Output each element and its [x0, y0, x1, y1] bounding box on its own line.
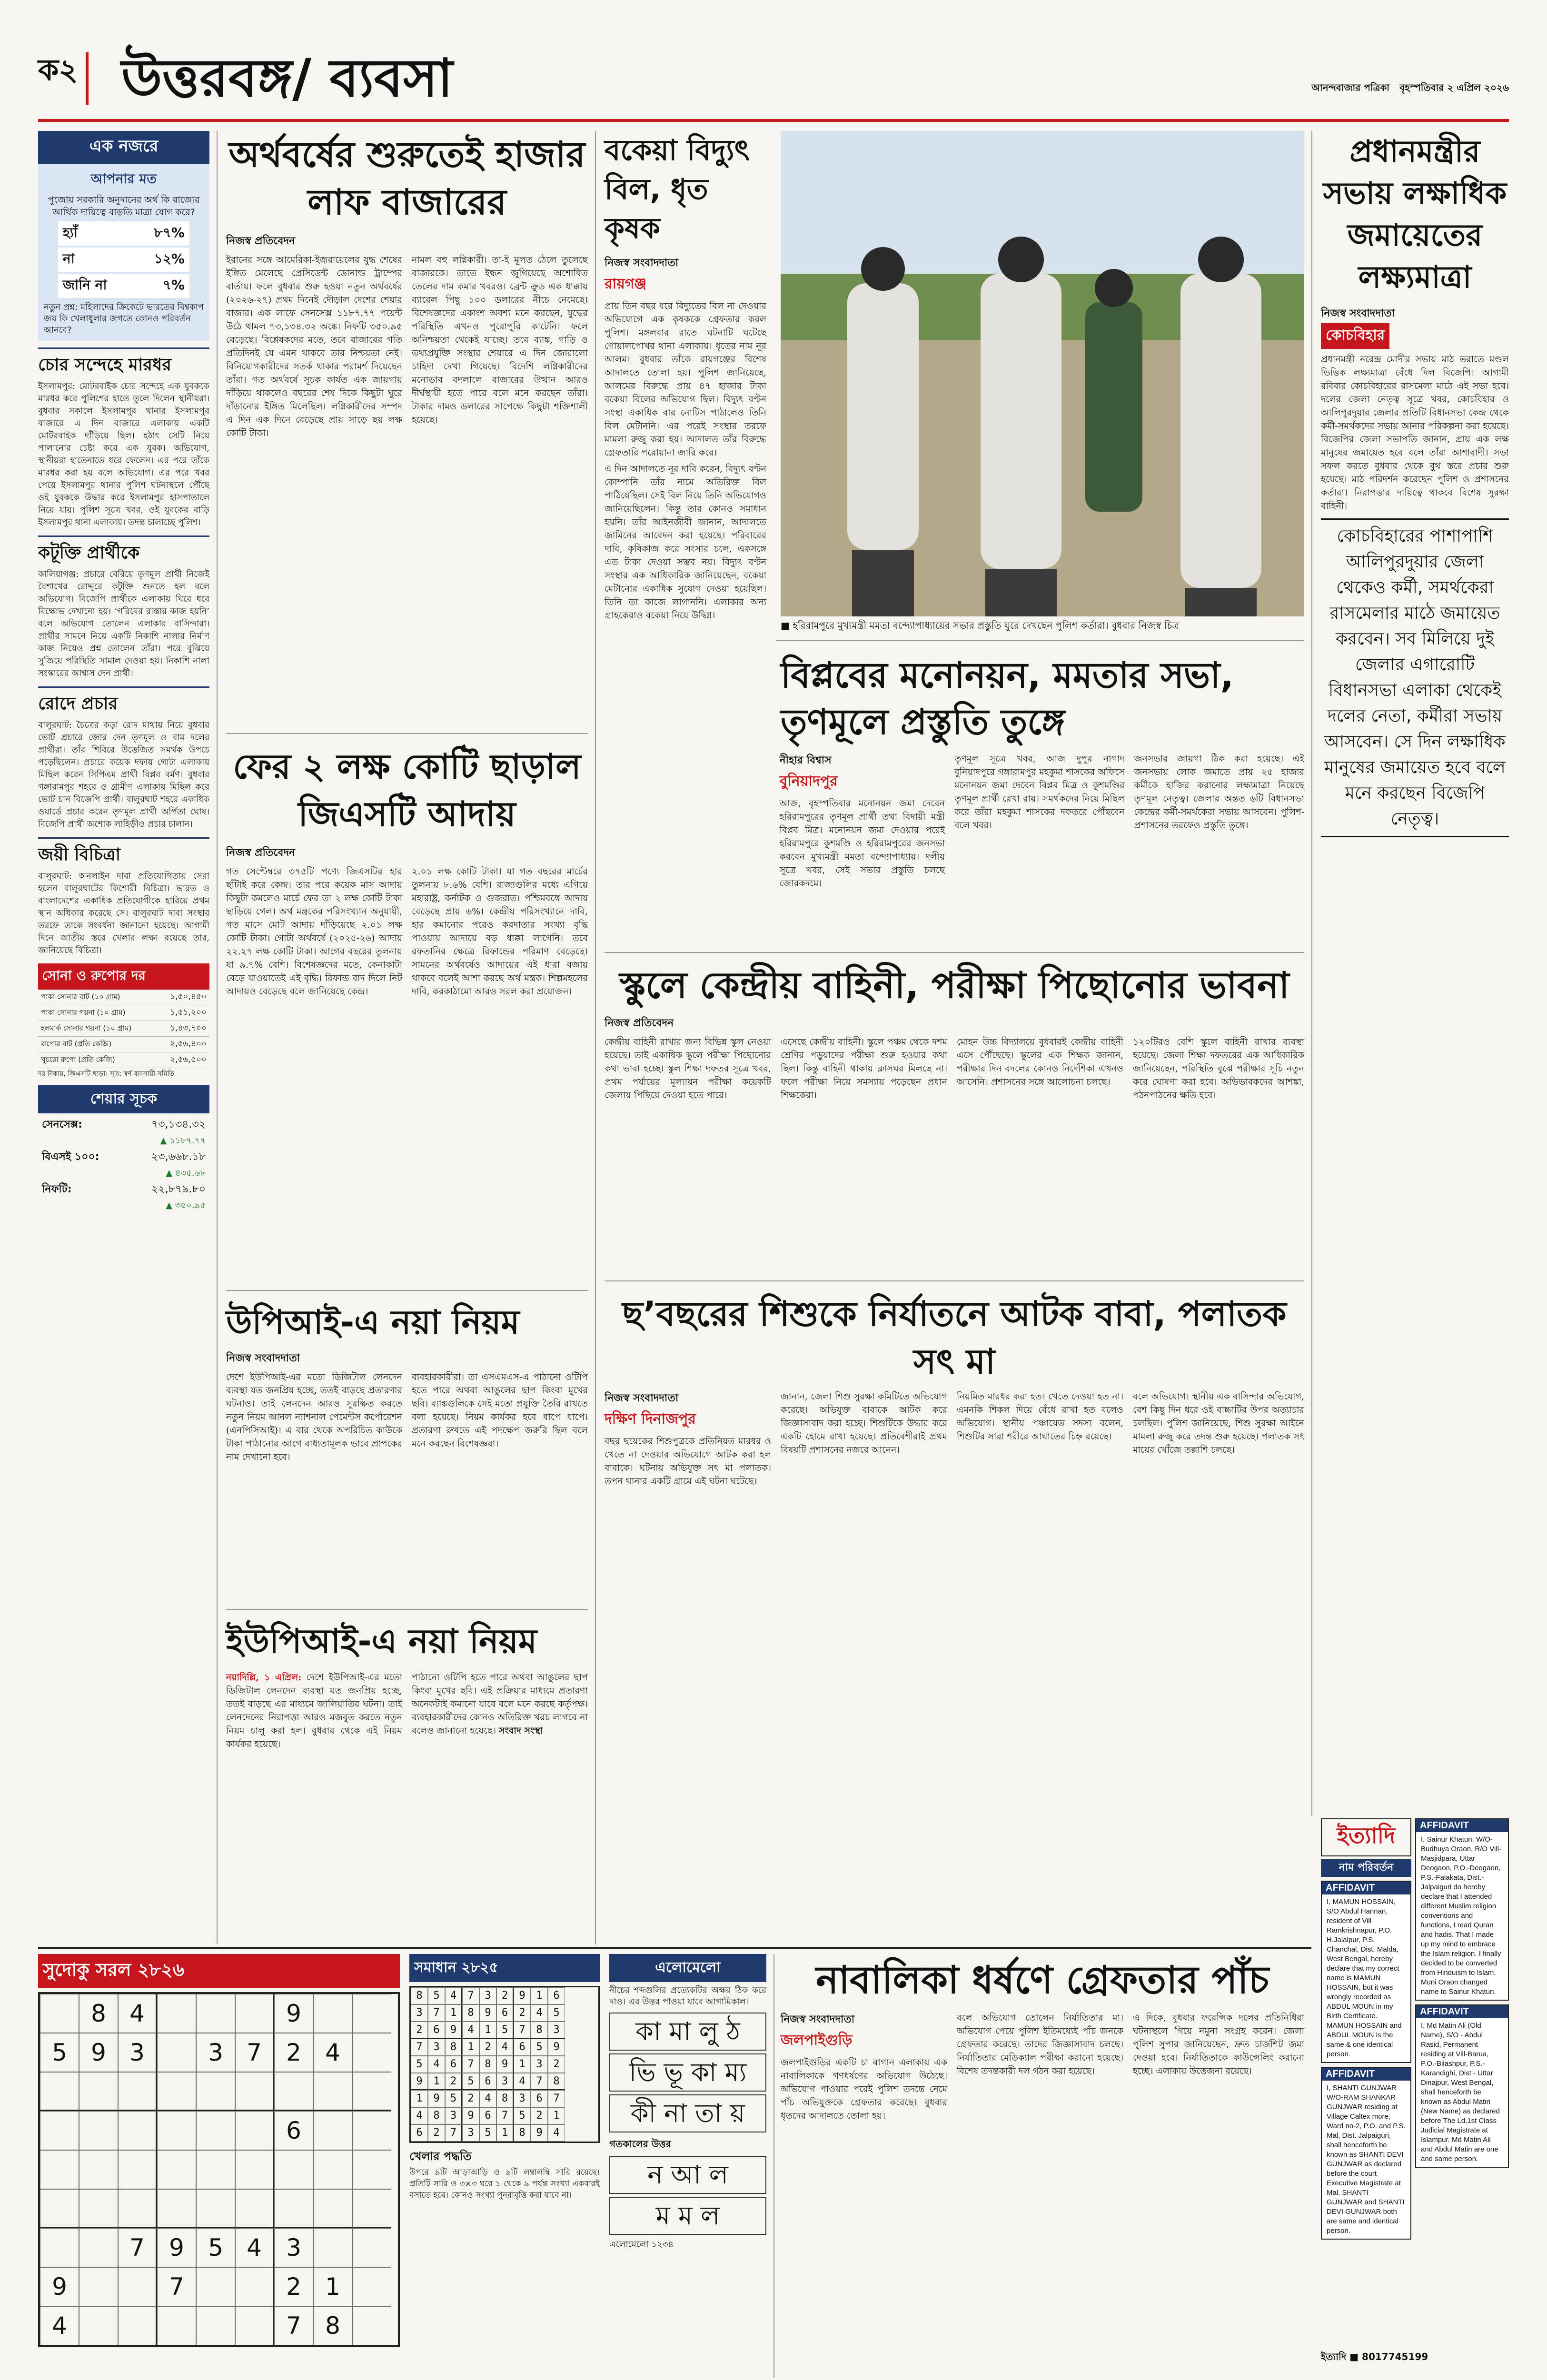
headline: ছ’বছরের শিশুকে নির্যাতনে আটক বাবা, পলাতক সৎ মা [622, 1294, 1287, 1381]
affidavit-ad: AFFIDAVIT I, Sainur Khatun, W/O-Budhuya Oraon, R/O Vill-Masjidpara, Uttar Deogaon, P.O.-Deogaon, P.S.-Falakata, Dist.-Jalpaiguri do hereby declare that I attended different Muslim religion conventions and functions, I read Quran and hadis. That I made up my mind to embrace the Islam religion. I finally decided to be converted from Hinduism to Islam. Muni Oraon changed name to Sainur Khatun. [1415, 1818, 1509, 2001]
gold-note: দর টাকায়, জিএসটি ছাড়া। সূত্র: স্বর্ণ ব্যবসায়ী সমিতি [38, 1070, 175, 1078]
solution-cell: 1 [479, 2022, 496, 2039]
poll-results [44, 221, 204, 298]
sudoku-cell[interactable] [118, 2150, 157, 2189]
sudoku-cell[interactable] [235, 1994, 274, 2033]
sudoku-cell[interactable] [196, 2111, 235, 2150]
affidavit-ad: AFFIDAVIT I, SHANTI GUNJWAR W/O-RAM SHANKAR GUNJWAR residing at Village Caltex more, Ward no-2, P.O. and P.S. Mal, Dist. Jalpaiguri, shall henceforth be known as SHANTI DEVI GUNJWAR as declared before the court Executive Magistrate at Mal. SHANTI GUNJWAR and SHANTI DEVI GUNJWAR both are same and identical person. [1321, 2067, 1411, 2240]
gold-rates [38, 963, 209, 1080]
solution-cell: 8 [445, 2039, 462, 2056]
solution-cell: 2 [548, 2056, 565, 2073]
solution-cell: 4 [445, 1987, 462, 2004]
solution-cell: 5 [514, 2107, 531, 2124]
solution-cell: 2 [445, 2073, 462, 2090]
sudoku-cell[interactable] [235, 2072, 274, 2111]
article-pm-rally [1321, 131, 1509, 837]
poll-title: আপনার মত [90, 171, 157, 187]
article-column: কেন্দ্রীয় বাহিনী রাখার জন্য বিভিন্ন স্কুল নেওয়া হয়েছে। তাই একাধিক স্কুলে পরীক্ষা পিছোনোর কথা ভাবা হচ্ছে। স্কুল শিক্ষা দফতর সূত্রে খবর, প্রথম পর্যায়ের মূল্যায়ন পরীক্ষা কয়েকটি জেলায় পিছিয়ে দেওয়া হতে পারে। [605, 1037, 771, 1101]
stock-index [38, 1085, 209, 1216]
solution-cell: 5 [462, 2073, 479, 2090]
glance-title: এক নজরে [38, 131, 209, 164]
article-column: ১২০টিরও বেশি স্কুলে বাহিনী রাখার ব্যবস্থা হয়েছে। জেলা শিক্ষা দফতরের এক আধিকারিক জানিয়েছেন, পরিস্থিতি বুঝে পরীক্ষার সূচি নতুন করে ঘোষণা করা হবে। অভিভাবকদের আশঙ্কা, পঠনপাঠনের ক্ষতি হবে। [1133, 1037, 1304, 1101]
brief-title: রোদে প্রচার [38, 694, 118, 714]
classifieds [1321, 1818, 1509, 2366]
sudoku-cell[interactable]: 5 [196, 2228, 235, 2267]
solution-cell: 3 [445, 2107, 462, 2124]
sudoku-cell[interactable] [79, 2150, 118, 2189]
masthead-rule [38, 119, 1509, 122]
sudoku-cell[interactable]: 9 [79, 2033, 118, 2072]
solution-cell: 4 [496, 2039, 514, 2056]
dateline-place: বুনিয়াদপুর [779, 773, 838, 790]
stock-change: ▲ ৪৩৫.৬৮ [166, 1168, 206, 1178]
article-biplab [781, 652, 1304, 745]
solution-cell: 6 [531, 2090, 548, 2107]
sudoku-cell[interactable] [235, 2189, 274, 2228]
brief-body: কালিয়াগঞ্জ: প্রচারে বেরিয়ে তৃণমূল প্রার্থী নিজেই বৈশাখের রোদ্দুরে কটূক্তি শুনতে হল বলে অভিযোগ। বিজেপি প্রার্থীকে এলাকায় ঘিরে ধরে বিক্ষোভ দেখানো হয়। ‘গরিবের রাস্তার কাজ হয়নি’ বলে অভিযোগ তোলেন এলাকার বাসিন্দারা। প্রার্থীর সামনে নিয়ে একটি নিকাশি নালার নির্মাণ কাজ নিয়েও প্রশ্ন তোলেন তাঁরা। পরে বুঝিয়ে সুজিয়ে পরিস্থিতি সামাল দেওয়া হয়। নিকাশি নালা সংস্কারের আশ্বাস দেন প্রার্থী। [38, 569, 209, 678]
article-upi-2 [226, 1618, 588, 1751]
sudoku-cell[interactable]: 4 [235, 2228, 274, 2267]
sudoku-cell[interactable] [352, 2189, 391, 2228]
sudoku-cell[interactable]: 7 [118, 2228, 157, 2267]
solution-cell: 2 [462, 2090, 479, 2107]
article-column: বলে অভিযোগ তোলেন নির্যাতিতার মা। অভিযোগ পেয়ে পুলিশ ইতিমধ্যেই পাঁচ জনকে গ্রেফতার করেছে। তাদের জিজ্ঞাসাবাদ চলছে। নির্যাতিতার মেডিক্যাল পরীক্ষা করানো হয়েছে। বিশেষ তদন্তকারী দল গঠন করা হয়েছে। [957, 2013, 1123, 2076]
brief-title: জয়ী বিচিত্রা [38, 845, 121, 864]
solution-cell: 3 [428, 2039, 445, 2056]
sudoku-cell[interactable]: 8 [313, 2306, 352, 2345]
sudoku-solution [409, 1954, 600, 2201]
word-jumble [609, 1954, 766, 2252]
sudoku-cell[interactable] [235, 2150, 274, 2189]
headline: অর্থবর্ষের শুরুতেই হাজার লাফ বাজারের [228, 134, 585, 223]
sudoku-cell[interactable] [79, 2306, 118, 2345]
sudoku-cell[interactable] [157, 2033, 196, 2072]
gold-row: হলমার্ক সোনার গয়না (১০ গ্রাম) ১,৪৩,৭০০ [38, 1021, 209, 1037]
poll-next-question: নতুন প্রশ্ন: মহিলাদের ক্রিকেটে ভারতের বিশ্বকাপ জয় কি খেলাধুলার জগতে কোনও পরিবর্তন আনবে? [44, 302, 204, 335]
solution-cell: 6 [428, 2022, 445, 2039]
article-forces [605, 962, 1304, 1102]
solution-cell: 3 [531, 2056, 548, 2073]
solution-cell: 1 [428, 2073, 445, 2090]
sudoku-cell[interactable] [118, 2306, 157, 2345]
sudoku-cell[interactable] [313, 2228, 352, 2267]
affidavit-ad: AFFIDAVIT I, MAMUN HOSSAIN, S/O Abdul Hannan, resident of Vill Ramkrishnapur, P.O. H.Jalalpur, P.S. Chanchal, Dist. Malda, West Bengal, hereby declare that my correct name is MAMUN HOSSAIN, but it was wrongly recorded as ABDUL MOUN in my Birth Certificate. MAMUN HOSSAIN and ABDUL MOUN is the same & one identical person. [1321, 1881, 1411, 2063]
headline: ইউপিআই-এ নয়া নিয়ম [226, 1622, 537, 1661]
byline: নীহার বিশ্বাস [779, 754, 832, 766]
solution-cell: 7 [445, 2124, 462, 2142]
article-column: জানান, জেলা শিশু সুরক্ষা কমিটিতে অভিযোগ করেছে। অভিযুক্ত বাবাকে আটক করে জিজ্ঞাসাবাদ করা হচ্ছে। শিশুটিকে উদ্ধার করে একটি হোমে রাখা হয়েছে। প্রতিবেশীরাই প্রথম বিষয়টি প্রশাসনের নজরে আনেন। [781, 1391, 947, 1455]
headline: বিপ্লবের মনোনয়ন, মমতার সভা, তৃণমূলে প্রস্তুতি তুঙ্গে [781, 655, 1234, 743]
solution-cell: 6 [445, 2056, 462, 2073]
solution-cell: 7 [514, 2022, 531, 2039]
solution-cell: 4 [548, 2124, 565, 2142]
sudoku-cell[interactable] [352, 2033, 391, 2072]
sudoku-cell[interactable]: 8 [79, 1994, 118, 2033]
sudoku-cell[interactable] [274, 2150, 313, 2189]
pull-quote: কোচবিহারের পাশাপাশি আলিপুরদুয়ার জেলা থেকেও কর্মী, সমর্থকেরা রাসমেলার মাঠে জমায়েত করবেন। সব মিলিয়ে দুই জেলার এগারোটি বিধানসভা এলাকা থেকেই দলের নেতা, কর্মীরা সভায় আসবেন। সে দিন লক্ষাধিক মানুষের জমায়েত হবে বলে মনে করছেন বিজেপি নেতৃত্ব। [1321, 518, 1509, 837]
solution-cell: 6 [496, 2004, 514, 2022]
solution-grid [409, 1986, 600, 2143]
article-biplab-body [605, 752, 1304, 890]
solution-cell: 3 [496, 2073, 514, 2090]
sudoku-cell[interactable] [157, 2072, 196, 2111]
poll-row: হ্যাঁ ৮৭% [58, 221, 189, 246]
poll-row: জানি না ৭% [58, 274, 189, 298]
jumble-handle: এলোমেলো ১২৩৪ [609, 2240, 674, 2250]
affidavit-ad: AFFIDAVIT I, Md Matin Ali (Old Name), S/O - Abdul Rasid, Permanent residing at Vill-Barua, P.O.-Bilashpur, P.S.-Karandighi, Dist - Uttar Dinajpur, West Bengal, shall henceforth be known as Abdul Matin (New Name) as declared before The Ld.1st Class Judicial Magistrate at Islampur. Md Matin Ali and Abdul Matin are one and same person. [1415, 2004, 1509, 2168]
sudoku-cell[interactable]: 6 [274, 2111, 313, 2150]
brief-body: বালুরঘাট: অনলাইন দাবা প্রতিযোগিতায় সেরা হলেন বালুরঘাটের কিশোরী বিচিত্রা। ভারত ও বাংলাদেশের একাধিক প্রতিযোগীকে হারিয়ে প্রথম স্থান অধিকার করেছে সে। বালুরঘাট দাবা সংস্থার তরফে তাকে সংবর্ধনা জানানো হয়েছে। আগামী দিনে জাতীয় স্তরে খেলার লক্ষ্য রয়েছে তার, জানিয়েছে বিচিত্রা। [38, 871, 209, 955]
sudoku-cell[interactable]: 5 [40, 2033, 79, 2072]
sudoku-cell[interactable]: 4 [40, 2306, 79, 2345]
sudoku-cell[interactable]: 3 [118, 2033, 157, 2072]
solution-cell: 6 [514, 2039, 531, 2056]
sudoku-cell[interactable] [313, 2150, 352, 2189]
dateline [1311, 81, 1509, 97]
solution-cell: 5 [496, 2022, 514, 2039]
sudoku-cell[interactable]: 7 [235, 2033, 274, 2072]
solution-cell: 8 [428, 2107, 445, 2124]
sudoku-cell[interactable]: 4 [313, 2033, 352, 2072]
brief-title: চোর সন্দেহে মারধর [38, 355, 172, 375]
sudoku-title: সুদোকু সরল ২৮২৬ [38, 1954, 400, 1988]
sudoku-cell[interactable] [118, 2189, 157, 2228]
article-column: জনসভার জায়গা ঠিক করা হয়েছে। এই জনসভায় লোক জমাতে প্রায় ২৫ হাজার কর্মীকে হাজির করানোর লক্ষ্যমাত্রা নিয়েছে তৃণমূল নেতৃত্ব। জেলার অন্তত ৬টি বিধানসভা কেন্দ্রের কর্মী-সমর্থকেরা সভায় আসবেন। পুলিশ-প্রশাসনের তরফেও প্রস্তুতি তুঙ্গে। [1134, 754, 1304, 831]
sudoku-cell[interactable] [157, 1994, 196, 2033]
sudoku-cell[interactable] [40, 1994, 79, 2033]
solution-cell: 7 [531, 2073, 548, 2090]
sudoku-cell[interactable] [235, 2111, 274, 2150]
stock-change: ▲ ৩৫০.৯৫ [166, 1200, 206, 1210]
headline: ফের ২ লক্ষ কোটি ছাড়াল জিএসটি আদায় [233, 746, 581, 834]
sudoku-cell[interactable] [352, 2228, 391, 2267]
issue-date: বৃহস্পতিবার ২ এপ্রিল ২০২৬ [1399, 82, 1509, 93]
solution-cell: 7 [411, 2039, 428, 2056]
solution-cell: 1 [514, 2056, 531, 2073]
article-column: নামল বহু লগ্নিকারী। তা-ই মূলত ঠেলে তুলেছে বাজারকে। তাতে ইন্ধন জুগিয়েছে অশোধিত তেলের দাম কমার খবরও। ব্রেন্ট ক্রুড এক ধাক্কায় ব্যারেল পিছু ১০০ ডলারের নীচে নেমেছে। বিশেষজ্ঞদের একাংশ অবশ্য মনে করছেন, যুদ্ধের পরিস্থিতি এখনও পুরোপুরি কাটেনি। ফলে অনিশ্চয়তা থেকেই যাচ্ছে। তবে ব্যাঙ্ক, গাড়ি ও তথ্যপ্রযুক্তি সংস্থার শেয়ারে এ দিন জোরালো চাহিদা দেখা গিয়েছে। বিদেশি লগ্নিকারীদের মনোভাব বদলালে বাজারের উত্থান আরও দীর্ঘস্থায়ী হতে পারে বলে মনে করছেন তাঁরা। টাকার দামও ডলারের সাপেক্ষে কিছুটা শক্তিশালী হয়েছে। [412, 255, 588, 425]
sudoku-cell[interactable] [157, 2189, 196, 2228]
article-market [226, 131, 588, 440]
sudoku-cell[interactable]: 9 [157, 2228, 196, 2267]
sudoku-cell[interactable] [196, 2306, 235, 2345]
sudoku-cell[interactable] [274, 2072, 313, 2111]
sudoku-cell[interactable] [79, 2189, 118, 2228]
solution-cell: 9 [496, 2056, 514, 2073]
sudoku-cell[interactable] [196, 2189, 235, 2228]
sudoku-cell[interactable]: 4 [118, 1994, 157, 2033]
byline: নিজস্ব সংবাদদাতা [781, 2013, 855, 2025]
solution-cell: 9 [462, 2107, 479, 2124]
solution-cell: 4 [531, 2004, 548, 2022]
rules-text: উপরে ৯টি আড়াআড়ি ও ৯টি লম্বালম্বি সারি রয়েছে। প্রতিটি সারি ও ৩×৩ ঘরে ১ থেকে ৯ পর্যন্ত সংখ্যা একবারই বসাতে হবে। কোনও সংখ্যা পুনরাবৃত্তি করা যাবে না। [409, 2168, 600, 2200]
article-column: প্রায় তিন বছর ধরে বিদ্যুতের বিল না দেওয়ার অভিযোগে এক কৃষককে গ্রেফতার করল পুলিশ। মঙ্গলবার রাতে ঘটনাটি ঘটেছে গোয়ালপোখর থানা এলাকায়। ধৃতের নাম নূর আলম। বুধবার তাঁকে রায়গঞ্জের বিশেষ আদালতে তোলা হয়। পুলিশ জানিয়েছে, আলমের বিরুদ্ধে প্রায় ৪৭ হাজার টাকা বকেয়া বিলের অভিযোগ ছিল। বিদ্যুৎ বণ্টন সংস্থা একাধিক বার নোটিস পাঠালেও তিনি বিল মেটাননি। এর পরেই সংস্থার তরফে মামলা রুজু করা হয়। আদালত তাঁর বিরুদ্ধে গ্রেফতারি পরোয়ানা জারি করে। [605, 301, 766, 458]
article-column: দেশে ইউপিআই-এর মতো ডিজিটাল লেনদেন ব্যবস্থা যত জনপ্রিয় হচ্ছে, ততই বাড়ছে প্রতারণার ঘটনাও। তাই লেনদেন আরও সুরক্ষিত করতে নতুন নিয়ম আনল ন্যাশনাল পেমেন্টস কর্পোরেশন (এনপিসিআই)। এ বার থেকে অপরিচিত কাউকে টাকা পাঠানোর আগে বাধ্যতামূলক ভাবে প্রাপকের নাম দেখানো হবে। [226, 1372, 402, 1462]
sudoku-cell[interactable] [118, 2111, 157, 2150]
solution-cell: 6 [411, 2124, 428, 2142]
news-photo [781, 131, 1304, 616]
stock-row: নিফটি: ২২,৮৭৯.৮০ [42, 1183, 206, 1195]
solution-cell: 2 [514, 2004, 531, 2022]
sudoku-cell[interactable] [196, 2072, 235, 2111]
solution-cell: 9 [445, 2022, 462, 2039]
solution-cell: 2 [531, 2107, 548, 2124]
jumble-word[interactable]: ভি ভূ কা ম্য [609, 2053, 766, 2092]
byline: নিজস্ব প্রতিবেদন [605, 1017, 674, 1029]
solution-cell: 5 [548, 2004, 565, 2022]
solution-cell: 4 [428, 2056, 445, 2073]
brief-title: কটূক্তি প্রার্থীকে [38, 543, 140, 563]
solution-cell: 4 [514, 2073, 531, 2090]
sudoku-cell[interactable]: 3 [274, 2228, 313, 2267]
article-column: মোহন উচ্চ বিদ্যালয়ে বুধবারই কেন্দ্রীয় বাহিনী এসে পৌঁছেছে। স্কুলের এক শিক্ষক জানান, পরীক্ষার দিন বদলের কোনও নির্দেশিকা এখনও আসেনি। প্রশাসনের সঙ্গে আলোচনা চলছে। [957, 1037, 1123, 1087]
solution-cell: 1 [462, 2039, 479, 2056]
gold-row: খুচরো রুপো (প্রতি কেজি) ২,৫৬,৫০০ [38, 1052, 209, 1068]
dateline-place: কোচবিহার [1321, 323, 1389, 349]
sudoku-cell[interactable] [352, 2111, 391, 2150]
article-column: গত সেপ্টেম্বরে ৩৭৫টি পণ্যে জিএসটির হার ছাঁটাই করে কেন্দ্র। তার পরে কয়েক মাস আদায় কিছুটা কমলেও মার্চে ফের তা ২ লক্ষ কোটি টাকা ছাড়িয়ে গেল। অর্থ মন্ত্রকের পরিসংখ্যান অনুযায়ী, গত মাসে মোট আদায় দাঁড়িয়েছে ২.০১ লক্ষ কোটি টাকা। গোটা অর্থবর্ষে (২০২৫-২৬) আদায় ২২.২৭ লক্ষ কোটি টাকা। আগের বছরের তুলনায় যা ৯.৭% বেশি। বিশেষজ্ঞদের মতে, কেনাকাটা বেড়ে যাওয়াতেই এই বৃদ্ধি। রিফান্ড বাদ দিলে নিট আদায়ও বেড়েছে বলে জানিয়েছে কেন্দ্র। [226, 866, 402, 997]
solution-cell: 7 [462, 1987, 479, 2004]
solution-cell: 7 [428, 2004, 445, 2022]
sudoku-cell[interactable] [313, 1994, 352, 2033]
solution-cell: 2 [411, 2022, 428, 2039]
byline: নিজস্ব প্রতিবেদন [226, 847, 296, 859]
article-column: এ দিকে, বুধবার ফরেন্সিক দলের প্রতিনিধিরা ঘটনাস্থলে গিয়ে নমুনা সংগ্রহ করেন। জেলা পুলিশ সুপার জানিয়েছেন, দ্রুত চার্জশিট জমা দেওয়া হবে। নির্যাতিতাকে কাউন্সেলিং করানো হচ্ছে। এলাকায় উত্তেজনা রয়েছে। [1133, 2013, 1304, 2076]
sudoku-cell[interactable] [313, 2111, 352, 2150]
solution-cell: 9 [548, 2039, 565, 2056]
ityadi-logo: ইত্যাদি [1321, 1818, 1411, 1856]
sudoku-cell[interactable] [313, 2189, 352, 2228]
sudoku-puzzle [38, 1954, 400, 2347]
solution-cell: 3 [514, 2090, 531, 2107]
sudoku-cell[interactable] [235, 2306, 274, 2345]
stock-change: ▲ ১১৮৭.৭৭ [160, 1136, 206, 1146]
sudoku-cell[interactable] [157, 2306, 196, 2345]
byline: নিজস্ব সংবাদদাতা [605, 1392, 679, 1404]
article-column: প্রধানমন্ত্রী নরেন্দ্র মোদীর সভায় মাঠ ভরাতে মণ্ডল ভিত্তিক লক্ষ্যমাত্রা বেঁধে দিল বিজেপি। আগামী রবিবার কোচবিহারের রাসমেলা মাঠে এই সভা হবে। দলের জেলা নেতৃত্ব সূত্রে খবর, কোচবিহার ও আলিপুরদুয়ার জেলার প্রতিটি বিধানসভা কেন্দ্র থেকে কর্মী-সমর্থকদের সভায় আনার পরিকল্পনা করা হয়েছে। বিজেপির জেলা সভাপতি জানান, প্রায় এক লক্ষ মানুষের জমায়েত হবে বলে তাঁরা আশাবাদী। সভা সফল করতে বুধবার থেকে বুথ স্তরে প্রচার শুরু হয়েছে। মাঠ পরিদর্শন করেছেন পুলিশ ও প্রশাসনের কর্তারা। নিরাপত্তার দায়িত্বে থাকবে বিশেষ সুরক্ষা বাহিনী। [1321, 354, 1509, 511]
article-column: নিয়মিত মারধর করা হত। খেতে দেওয়া হত না। এমনকি শিকল দিয়ে বেঁধে রাখা হত বলেও অভিযোগ। স্থানীয় পঞ্চায়েত সদস্য বলেন, শিশুটির সারা শরীরে আঘাতের চিহ্ন রয়েছে। [957, 1391, 1123, 1442]
article-electricity [605, 131, 766, 622]
poll-box [38, 164, 209, 341]
photo-caption: ■ হরিরামপুরে মুখ্যমন্ত্রী মমতা বন্দ্যোপাধ্যায়ের সভার প্রস্তুতি ঘুরে দেখছেন পুলিশ কর্তারা। বুধবার নিজস্ব চিত্র [781, 620, 1180, 631]
gold-row: রুপোর বাট (প্রতি কেজি) ২,৫৬,৪০০ [38, 1037, 209, 1052]
solution-cell: 2 [428, 2124, 445, 2142]
sudoku-cell[interactable] [352, 1994, 391, 2033]
masthead [38, 38, 1509, 119]
solution-cell: 7 [548, 2090, 565, 2107]
solution-cell: 4 [479, 2090, 496, 2107]
article-column: ব্যবহারকারীরা। তা এসএমএস-এ পাঠানো ওটিপি হতে পারে অথবা আঙুলের ছাপ কিংবা মুখের ছবি। ব্যাঙ্কগুলিকে সেই মতো প্রযুক্তি তৈরি রাখতে বলা হয়েছে। নিয়ম কার্যকর হবে ধাপে ধাপে। প্রতারণা রুখতে এই পদক্ষেপ জরুরি ছিল বলে মনে করছেন বিশেষজ্ঞরা। [412, 1372, 588, 1449]
solution-cell: 2 [479, 2039, 496, 2056]
article-column: এ দিন আদালতে নূর দাবি করেন, বিদ্যুৎ বণ্টন কোম্পানি তাঁর নামে অতিরিক্ত বিল পাঠিয়েছিল। সেই বিল নিয়ে তিনি অভিযোগও জানিয়েছিলেন। কিন্তু তার কোনও সমাধান হয়নি। তাঁর আইনজীবী জানান, আদালতে জামিনের আবেদন করা হয়েছে। পরিবারের দাবি, কৃষিকাজ করে সংসার চলে, একসঙ্গে এত টাকা দেওয়া সম্ভব নয়। বিদ্যুৎ বণ্টন সংস্থার এক আধিকারিক জানিয়েছেন, বকেয়া মেটানোর একাধিক সুযোগ দেওয়া হয়েছিল। তিনি তা কাজে লাগাননি। এলাকার অন্য গ্রাহকেরাও বকেয়া নিয়ে উদ্বিগ্ন। [605, 464, 766, 621]
solution-cell: 1 [548, 2107, 565, 2124]
solution-cell: 1 [531, 1987, 548, 2004]
poll-row: না ১২% [58, 248, 189, 272]
sudoku-cell[interactable] [40, 2111, 79, 2150]
solution-cell: 5 [445, 2090, 462, 2107]
classifieds-contact: ইত্যাদি ■ 8017745199 [1321, 2351, 1428, 2362]
stock-row: সেনসেক্স: ৭৩,১৩৪.৩২ [42, 1119, 206, 1130]
jumble-intro: নীচের শব্দগুলির প্রত্যেকটির অক্ষর ঠিক করে দাও। এর উত্তর পাওয়া যাবে আগামিকাল। [609, 1985, 766, 2007]
solution-cell: 8 [479, 2056, 496, 2073]
answer-title: গতকালের উত্তর [609, 2138, 671, 2150]
article-gst [226, 743, 588, 998]
solution-cell: 9 [428, 2090, 445, 2107]
accent-bar [86, 52, 89, 105]
sudoku-cell[interactable] [313, 2072, 352, 2111]
solution-cell: 5 [531, 2039, 548, 2056]
paper-name: আনন্দবাজার পত্রিকা [1311, 82, 1390, 93]
dateline-place: জলপাইগুড়ি [781, 2032, 853, 2049]
sudoku-cell[interactable] [40, 2150, 79, 2189]
sudoku-cell[interactable] [79, 2228, 118, 2267]
solution-cell: 1 [411, 2090, 428, 2107]
article-column: বলে অভিযোগ। স্থানীয় এক বাসিন্দার অভিযোগ, বেশ কিছু দিন ধরে ওই বাচ্চাটির উপর অত্যাচার চলছিল। পুলিশ জানিয়েছে, শিশু সুরক্ষা আইনে মামলা রুজু করে তদন্ত শুরু হয়েছে। পলাতক সৎ মায়ের খোঁজে তল্লাশি চলছে। [1133, 1391, 1304, 1455]
sudoku-cell[interactable] [352, 2267, 391, 2306]
police-inspection-image [781, 131, 1304, 616]
sudoku-cell[interactable] [118, 2267, 157, 2306]
sudoku-cell[interactable] [352, 2072, 391, 2111]
sudoku-cell[interactable] [196, 1994, 235, 2033]
article-column: নয়াদিল্লি, ১ এপ্রিল: দেশে ইউপিআই-এর মতো ডিজিটাল লেনদেন ব্যবস্থা যত জনপ্রিয় হচ্ছে, ততই বাড়ছে এর মাধ্যমে জালিয়াতির ঘটনা। তাই লেনদেনের নিরাপত্তা আরও মজবুত করতে নতুন নিয়ম চালু করা হল। বুধবার থেকে এই নিয়ম কার্যকর হয়েছে। [226, 1672, 403, 1749]
sudoku-cell[interactable] [196, 2150, 235, 2189]
jumble-answer: ন আ ল [609, 2156, 766, 2194]
headline: উপিআই-এ নয়া নিয়ম [226, 1303, 520, 1342]
article-column: পাঠানো ওটিপি হতে পারে অথবা আঙুলের ছাপ কিংবা মুখের ছবি। এই প্রক্রিয়ার মাধ্যমে প্রতারণা অনেকটাই কমানো যাবে বলে মনে করছে কর্তৃপক্ষ। ব্যবহারকারীদের কোনও অতিরিক্ত খরচ লাগবে না বলেও জানানো হয়েছে। সংবাদ সংস্থা [412, 1672, 588, 1736]
stock-row: বিএসই ১০০: ২৩,৬৬৮.১৮ [42, 1151, 206, 1163]
sudoku-cell[interactable] [352, 2306, 391, 2345]
byline: নিজস্ব সংবাদদাতা [226, 1352, 300, 1364]
section-title: উত্তরবঙ্গ/ ব্যবসা [121, 48, 453, 109]
solution-cell: 3 [462, 2124, 479, 2142]
ityadi-tag: নাম পরিবর্তন [1321, 1859, 1411, 1877]
sudoku-cell[interactable]: 3 [196, 2033, 235, 2072]
dateline-place: রায়গঞ্জ [605, 276, 647, 292]
solution-cell: 4 [462, 2022, 479, 2039]
byline: নিজস্ব প্রতিবেদন [226, 235, 296, 247]
solution-cell: 3 [479, 1987, 496, 2004]
headline: নাবালিকা ধর্ষণে গ্রেফতার পাঁচ [815, 1958, 1269, 2002]
solution-cell: 5 [411, 2056, 428, 2073]
solution-cell: 9 [514, 1987, 531, 2004]
dateline-place: দক্ষিণ দিনাজপুর [605, 1411, 696, 1428]
headline: স্কুলে কেন্দ্রীয় বাহিনী, পরীক্ষা পিছোনোর ভাবনা [619, 964, 1289, 1006]
headline: প্রধানমন্ত্রীর সভায় লক্ষাধিক জমায়েতের লক্ষ্যমাত্রা [1323, 134, 1507, 295]
sudoku-cell[interactable]: 1 [313, 2267, 352, 2306]
gold-row: পাকা সোনার বাট (১০ গ্রাম) ১,৫০,৪৫০ [38, 990, 209, 1005]
sudoku-cell[interactable] [79, 2267, 118, 2306]
rules-title: খেলার পদ্ধতি [409, 2150, 472, 2163]
solution-cell: 8 [548, 2073, 565, 2090]
solution-cell: 9 [411, 2073, 428, 2090]
jumble-word[interactable]: কী না তা য় [609, 2094, 766, 2132]
solution-cell: 6 [479, 2107, 496, 2124]
sudoku-cell[interactable]: 2 [274, 2267, 313, 2306]
solution-cell: 8 [531, 2022, 548, 2039]
solution-cell: 7 [496, 2107, 514, 2124]
sudoku-cell[interactable] [157, 2111, 196, 2150]
brief-body: ইসলামপুর: মোটরবাইক চোর সন্দেহে এক যুবককে মারধর করে পুলিশের হাতে তুলে দিলেন স্থানীয়রা। বুধবার সকালে ইসলামপুর থানার ইসলামপুর বাজারে এ দিন বাজারে এলাকায় একটি মোটরবাইক দাঁড়িয়ে ছিল। হঠাৎ সেটি নিয়ে পালানোর চেষ্টা করে এক যুবক। অভিযোগ, স্থানীয়রা হাতেনাতে ধরে ফেলেন। এর পরে তাঁকে মারধর করা হয় বলে অভিযোগ। এর পরে খবর পেয়ে ইসলামপুর থানার পুলিশ ঘটনাস্থলে পৌঁছে ওই যুবককে উদ্ধার করে ইসলামপুর হাসপাতালে নিয়ে যায়। পুলিশ সূত্রে খবর, ওই যুবকের বাড়ি ইসলামপুর থানা এলাকায়। তদন্ত চালাচ্ছে পুলিশ। [38, 381, 209, 527]
solution-cell: 5 [479, 2124, 496, 2142]
jumble-word[interactable]: কা মা লু ঠ [609, 2013, 766, 2051]
solution-cell: 9 [531, 2124, 548, 2142]
solution-cell: 4 [411, 2107, 428, 2124]
sudoku-cell[interactable] [118, 2072, 157, 2111]
sidebar [38, 131, 209, 1944]
headline: বকেয়া বিদ্যুৎ বিল, ধৃত কৃষক [605, 134, 750, 245]
solution-cell: 3 [548, 2022, 565, 2039]
gold-title: সোনা ও রুপোর দর [38, 963, 209, 990]
sudoku-grid[interactable] [38, 1992, 400, 2347]
sudoku-cell[interactable]: 7 [157, 2267, 196, 2306]
solution-cell: 3 [411, 2004, 428, 2022]
page-number: ক২ [38, 52, 78, 87]
article-column: এসেছে কেন্দ্রীয় বাহিনী। স্কুলে পঞ্চম থেকে দশম শ্রেণির পড়ুয়াদের পরীক্ষা শুরু হওয়ার কথা ছিল। কিন্তু বাহিনী থাকায় ক্লাসঘর মিলছে না। ফলে পরীক্ষা নিয়ে সমস্যায় পড়েছেন প্রধান শিক্ষকেরা। [781, 1037, 947, 1101]
sudoku-cell[interactable] [274, 2189, 313, 2228]
byline: নিজস্ব সংবাদদাতা [605, 257, 679, 269]
sudoku-cell[interactable] [157, 2150, 196, 2189]
article-column: তৃণমূল সূত্রে খবর, আজ দুপুর নাগাদ বুনিয়াদপুরে গঙ্গারামপুর মহকুমা শাসকের অফিসে মনোনয়ন জমা দেবেন বিপ্লব মিত্র ও কুশমণ্ডির তৃণমূল প্রার্থী রেখা রায়। সমর্থকদের নিয়ে মিছিল করে তাঁরা মহকুমা শাসকের দফতরে পৌঁছবেন বলে খবর। [954, 754, 1125, 831]
sudoku-cell[interactable] [235, 2267, 274, 2306]
gold-row: পাকা সোনার গয়না (১০ গ্রাম) ১,৫১,২০০ [38, 1005, 209, 1021]
article-child [605, 1290, 1304, 1488]
solution-cell: 8 [514, 2124, 531, 2142]
brief-body: বালুরঘাট: চৈত্রের কড়া রোদ মাথায় নিয়ে বুধবার ভোট প্রচারে জোর দেন তৃণমূল ও বাম দলের প্রার্থীরা। তাঁর শিবিরে উত্তেজিত সমর্থক উপচে পড়েছিলেন। প্রচারে কয়েক দফায় গোটা এলাকায় মিছিল করেন সিপিএম প্রার্থী বিপ্লব বর্মণ। বুধবার গঙ্গারামপুর শহরে ও গ্রামীণ এলাকায় মিছিল করে ভোট চান বিজেপি প্রার্থী। বালুরঘাট শহরে একাধিক ওয়ার্ডে প্রচার করেন তৃণমূল প্রার্থী অর্পিতা ঘোষ। বিজেপি প্রার্থী অশোক লাহিড়ীও প্রচার চালান। [38, 720, 209, 829]
sudoku-cell[interactable]: 9 [40, 2267, 79, 2306]
solution-cell: 8 [496, 2090, 514, 2107]
solution-cell: 2 [496, 1987, 514, 2004]
sudoku-cell[interactable] [40, 2072, 79, 2111]
sudoku-cell[interactable] [79, 2072, 118, 2111]
article-column: ২.০১ লক্ষ কোটি টাকা। যা গত বছরের মার্চের তুলনায় ৮.৬% বেশি। রাজ্যগুলির মধ্যে এগিয়ে মহারাষ্ট্র, কর্নাটক ও গুজরাত। পশ্চিমবঙ্গে আদায় বেড়েছে প্রায় ৬%। কেন্দ্রীয় পরিসংখ্যানে দাবি, হার কমানোর পরেও করদাতার সংখ্যা বৃদ্ধি পাওয়ায় আদায়ে বড় ধাক্কা লাগেনি। তবে রফতানির ক্ষেত্রে রিফান্ডের পরিমাণ বেড়েছে। সামনের অর্থবর্ষেও আদায়ের এই ধারা বজায় থাকবে বলেই আশা করছে অর্থ মন্ত্রক। শিল্পমহলের দাবি, করকাঠামো আরও সরল করা প্রয়োজন। [412, 866, 588, 997]
article-column: আজ, বৃহস্পতিবার মনোনয়ন জমা দেবেন হরিরামপুরের তৃণমূল প্রার্থী তথা বিদায়ী মন্ত্রী বিপ্লব মিত্র। মনোনয়ন জমা দেওয়ার পরেই হরিরামপুরে কুশমণ্ডি ও হরিরামপুরের জনসভা করবেন মুখ্যমন্ত্রী মমতা বন্দ্যোপাধ্যায়। দলীয় সূত্রে খবর, সেই সভার প্রস্তুতি চলছে জোরকদমে। [779, 798, 945, 889]
sudoku-cell[interactable] [40, 2189, 79, 2228]
solution-title: সমাধান ২৮২৫ [409, 1954, 600, 1982]
article-column: ইরানের সঙ্গে আমেরিকা-ইজ়রায়েলের যুদ্ধ শেষের ইঙ্গিত মেলেছে প্রেসিডেন্ট ডোনাল্ড ট্রাম্পের বার্তায়। ফলে বুধবার শুরু হওয়া নতুন অর্থবর্ষের (২০২৬-২৭) প্রথম দিনেই দৌড়াল দেশের শেয়ার বাজার। এক লাফে সেনসেক্স ১১৮৭.৭৭ পয়েন্ট উঠে থামল ৭৩,১৩৪.৩২ অঙ্কে। নিফটি ৩৫০.৯৫ বেড়েছে। বিশ্লেষকদের মতে, তবে বাজারের গতি প্রতিদিনই যে এমন থাকবে তার নিশ্চয়তা নেই। বিনিয়োগকারীদের সতর্ক থাকার পরামর্শ দিয়েছেন তাঁরা। গত অর্থবর্ষে সূচক কার্যত এক জায়গায় দাঁড়িয়ে থাকলেও বছরের শেষ দিকে কিছুটা ঘুরে দাঁড়ানোর ইঙ্গিত মিলেছিল। লগ্নিকারীদের সম্পদ এ দিন এক দিনে বেড়েছে প্রায় সাড়ে ছয় লক্ষ কোটি টাকা। [226, 255, 402, 438]
solution-cell: 9 [479, 2004, 496, 2022]
solution-cell: 1 [496, 2124, 514, 2142]
sudoku-cell[interactable]: 2 [274, 2033, 313, 2072]
sudoku-cell[interactable] [79, 2111, 118, 2150]
solution-cell: 5 [428, 1987, 445, 2004]
article-column: জলপাইগুড়ির একটি চা বাগান এলাকায় এক নাবালিকাকে গণধর্ষণের অভিযোগ উঠেছে। অভিযোগ পাওয়ার পরেই পুলিশ তদন্তে নেমে পাঁচ অভিযুক্তকে গ্রেফতার করেছে। বুধবার ধৃতদের আদালতে তোলা হয়। [781, 2057, 947, 2121]
solution-cell: 1 [445, 2004, 462, 2022]
article-upi [226, 1299, 588, 1464]
solution-cell: 7 [462, 2056, 479, 2073]
sudoku-cell[interactable] [352, 2150, 391, 2189]
article-arrest [781, 1954, 1304, 2122]
jumble-answer: ম ম ল [609, 2197, 766, 2235]
solution-cell: 6 [479, 2073, 496, 2090]
jumble-title: এলোমেলো [609, 1954, 766, 1982]
poll-question: পুজোয় সরকারি অনুদানের অর্থ কি রাজ্যের আর্থিক দায়িত্বে বাড়তি মাত্রা যোগ করে? [48, 195, 200, 218]
sudoku-cell[interactable] [196, 2267, 235, 2306]
sudoku-cell[interactable] [40, 2228, 79, 2267]
sudoku-cell[interactable]: 9 [274, 1994, 313, 2033]
stock-title: শেয়ার সূচক [38, 1085, 209, 1113]
sudoku-cell[interactable]: 7 [274, 2306, 313, 2345]
solution-cell: 8 [462, 2004, 479, 2022]
byline: নিজস্ব সংবাদদাতা [1321, 307, 1395, 319]
solution-cell: 8 [411, 1987, 428, 2004]
solution-cell: 6 [548, 1987, 565, 2004]
article-column: বছর ছয়েকের শিশুপুত্রকে প্রতিনিয়ত মারধর ও খেতে না দেওয়ার অভিযোগে আটক করা হল বাবাকে। ঘটনায় অভিযুক্ত সৎ মা পলাতক। তপন থানার একটি গ্রামে এই ঘটনা ঘটেছে। [605, 1436, 771, 1487]
